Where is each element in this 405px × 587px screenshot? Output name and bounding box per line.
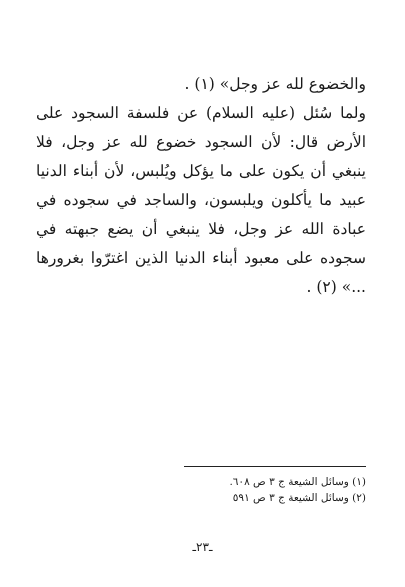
page-number: ـ٢٣ـ	[192, 540, 213, 554]
footnotes	[36, 474, 366, 506]
footnote-2: (٢) وسائل الشيعة ج ٣ ص ٥٩١	[232, 492, 366, 504]
footnote-1: (١) وسائل الشيعة ج ٣ ص ٦٠٨.	[229, 476, 366, 488]
main-text	[36, 70, 366, 302]
paragraph-2: ولما سُئل (عليه السلام) عن فلسفة السجود على الأرض قال: لأن السجود خضوع لله عز وجل، فلا ينبغي أن يكون على ما يؤكل ويُلبس، لأن أبناء الدنيا عبيد ما يأكلون ويلبسون، والساجد في سجوده في عبادة الله عز وجل، فلا ينبغي أن يضع جبهته في سجوده على معبود أبناء الدنيا الذين اغترّوا بغرورها ...» (٢) .	[36, 104, 366, 296]
footnote-divider	[184, 466, 366, 467]
paragraph-1: والخضوع لله عز وجل» (١) .	[184, 75, 366, 93]
